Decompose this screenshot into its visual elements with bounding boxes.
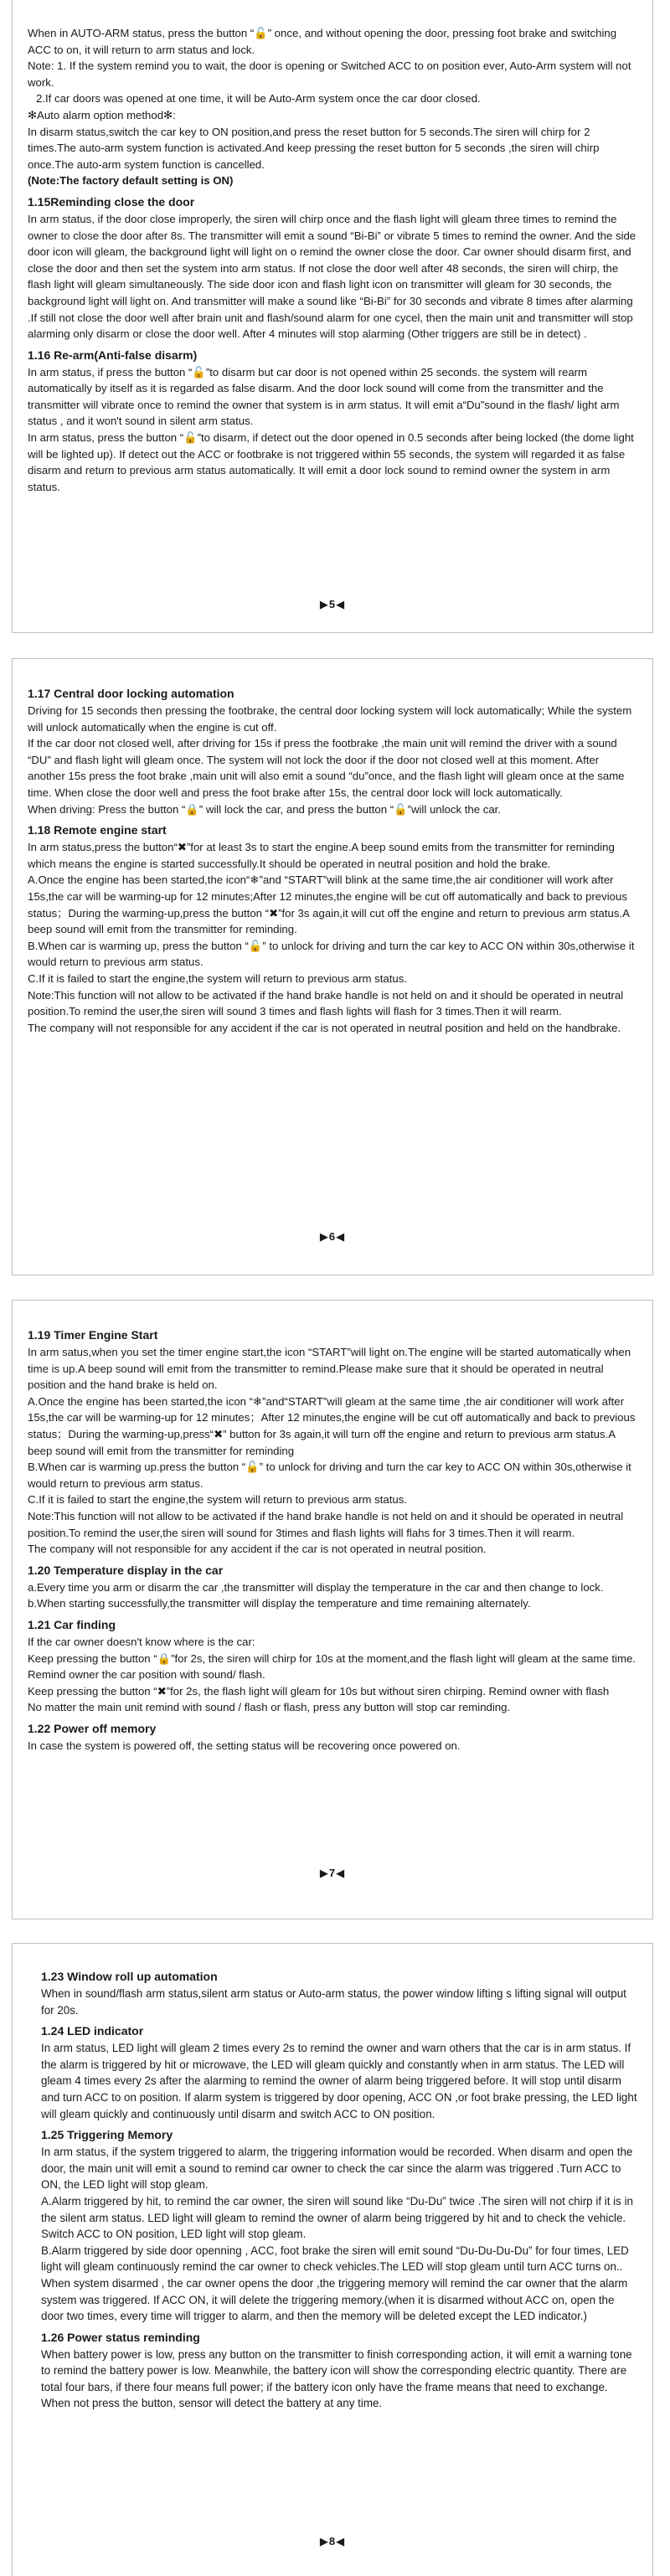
section-1-17-text-3: When driving: Press the button “🔒” will lock the car, and press the button “🔓”will unlock the car.	[28, 802, 501, 816]
section-1-18-text-1: In arm status,press the button“✖”for at least 3s to start the engine.A beep sound emits from the transmitter for reminding which means the engine is started successfully.It should be operated in neutral position and hold the brake.	[28, 841, 615, 870]
manual-page-8	[12, 1943, 653, 2576]
section-1-22-text: In case the system is powered off, the setting status will be recovering once powered on.	[28, 1739, 461, 1752]
section-1-18-company: The company will not responsible for any accident if the car is not operated in neutral position and held on the handbrake.	[28, 1021, 621, 1034]
auto-alarm-method-text: In disarm status,switch the car key to ON position,and press the reset button for 5 seconds.The siren will chirp for 2 times.The auto-arm system function is activated.And keep pressing the reset button for 5 seconds ,the siren will chirp once.The auto-arm system function is cancelled.	[28, 125, 600, 171]
section-1-18-text-a: A.Once the engine has been started,the icon“❄”and “START”will blink at the same time,the air conditioner will work after 15s,the car will be warming-up for 12 minutes;After 12 minutes,the engine will be cut off automatically and back to previous status；During the warming-up,press the button “✖”for 3s again,it will cut off the engine and return to previous arm status.A beep sound will emit from the transmitter for reminding.	[28, 873, 630, 936]
manual-page-6	[12, 658, 653, 1275]
section-1-21-title: 1.21 Car finding	[28, 1617, 116, 1631]
factory-default-note: (Note:The factory default setting is ON)	[28, 174, 234, 188]
page-content	[41, 1964, 637, 2412]
section-1-18-text-b: B.When car is warming up, press the button “🔓” to unlock for driving and turn the car key to ACC ON within 30s,otherwise it would return to previous arm status.	[28, 939, 635, 969]
page-content	[28, 681, 637, 1036]
section-1-26-title: 1.26 Power status reminding	[41, 2330, 200, 2344]
page-number: ▶8◀	[319, 2535, 346, 2548]
section-1-21-text-4: No matter the main unit remind with sound / flash or flash, press any button will stop car reminding.	[28, 1701, 511, 1714]
page-content	[28, 25, 637, 495]
section-1-20-a: a.Every time you arm or disarm the car ,the transmitter will display the temperature in the car and then change to lock.	[28, 1580, 604, 1594]
section-1-23-text: When in sound/flash arm status,silent arm status or Auto-arm status, the power window lifting s lifting signal will output for 20s.	[41, 1987, 626, 2017]
section-1-17-title: 1.17 Central door locking automation	[28, 687, 234, 700]
section-1-23-title: 1.23 Window roll up automation	[41, 1970, 218, 1983]
section-1-25-title: 1.25 Triggering Memory	[41, 2128, 173, 2142]
section-1-17-text-1: Driving for 15 seconds then pressing the footbrake, the central door locking system will lock automatically; While the system will unlock automatically when the engine is cut off.	[28, 704, 632, 734]
section-1-19-text-1: In arm satus,when you set the timer engine start,the icon “START”will light on.The engine will be started automatically when time is up.A beep sound will emit from the transmitter to remind.Please make sure that it should be operated in neutral position and the hand brake is held on.	[28, 1346, 631, 1392]
auto-arm-note-2: 2.If car doors was opened at one time, it will be Auto-Arm system once the car door closed.	[36, 92, 481, 106]
section-1-20-title: 1.20 Temperature display in the car	[28, 1563, 224, 1577]
auto-alarm-method-title: ✻Auto alarm option method✻:	[28, 108, 176, 121]
page-number: ▶6◀	[319, 1230, 346, 1243]
section-1-19-company: The company will not responsible for any accident if the car is not operated in neutral position.	[28, 1543, 487, 1556]
section-1-17-text-2: If the car door not closed well, after driving for 15s if press the footbrake ,the main unit will remind the driver with a sound “DU” and flash light will gleam once. The system will not lock the door if the door not closed well at this moment. After another 15s press the foot brake ,main unit will also emit a sound “du”once, and the flash light will gleam once at the same time. When close the door well and press the foot brake after 15s, the central door lock will lock automatically.	[28, 737, 625, 799]
section-1-15-title: 1.15Reminding close the door	[28, 194, 195, 209]
page-content	[28, 1322, 637, 1754]
section-1-16-title: 1.16 Re-arm(Anti-false disarm)	[28, 348, 198, 362]
section-1-21-text-3: Keep pressing the button “✖”for 2s, the flash light will gleam for 10s but without siren chirping. Remind owner with flash	[28, 1684, 610, 1698]
section-1-19-title: 1.19 Timer Engine Start	[28, 1328, 158, 1342]
section-1-24-title: 1.24 LED indicator	[41, 2024, 144, 2038]
section-1-19-text-a: A.Once the engine has been started,the icon “❄”and“START”will gleam at the same time ,the air conditioner will work after 15s,the car will be warming-up for 12 minutes；After 12 minutes,the engine will be cut off automatically and back to previous status；During the warming-up,press“✖” button for 3s again,it will turn off the engine and return to previous arm status.A beep sound will emit from the transmitter for reminding	[28, 1394, 636, 1457]
section-1-25-text-2: When system disarmed , the car owner opens the door ,the triggering memory will remind the car owner that the alarm system was triggered. If ACC ON, it will delete the triggering memory.(when it is disarmed without ACC on, open the door two times, every time will trigger to alarm, and then the memory will be deleted except the LED indicator.)	[41, 2276, 628, 2323]
section-1-21-text-1: If the car owner doesn't know where is the car:	[28, 1635, 255, 1648]
manual-page-5	[12, 0, 653, 633]
section-1-22-title: 1.22 Power off memory	[28, 1721, 157, 1735]
section-1-25-text-a: A.Alarm triggered by hit, to remind the car owner, the siren will sound like “Du-Du” twice .The siren will not chirp if it is in the silent arm status. LED light will gleam to remind the owner of alarm being triggered by hit and to check the vehicle. Switch ACC to ON position, LED light will stop gleam.	[41, 2194, 633, 2241]
manual-page-7	[12, 1300, 653, 1919]
section-1-20-b: b.When starting successfully,the transmitter will display the temperature and time remaining alternately.	[28, 1597, 531, 1610]
page-number: ▶5◀	[319, 598, 346, 611]
section-1-16-text-2: In arm status, press the button “🔓”to disarm, if detect out the door opened in 0.5 seconds after being locked (the dome light will be lighted up). If detect out the ACC or footbrake is not triggered within 55 seconds, the system will regarded it as false disarm and return to previous arm status automatically. It will emit a door lock sound to remind owner the system in arm status.	[28, 431, 634, 493]
section-1-25-text-b: B.Alarm triggered by side door openning , ACC, foot brake the siren will emit sound “Du-Du-Du-Du” for four times, LED light will gleam continuously remind the car owner to check vehicles.The LED will stop gleam until turn ACC turns on..	[41, 2244, 629, 2274]
section-1-18-note: Note:This function will not allow to be activated if the hand brake handle is not held on and it should be operated in neutral position.To remind the user,the siren will sound 3 times and flash lights will flash for 3 times.Then it will rearm.	[28, 988, 624, 1018]
section-1-26-text: When battery power is low, press any button on the transmitter to finish corresponding action, it will emit a warning tone to remind the battery power is low. Meanwhile, the battery icon will show the corresponding electric quantity. There are total four bars, if there four means full power; if the battery icon only have the frame means that need to exchange. When not press the button, sensor will detect the battery at any time.	[41, 2347, 632, 2410]
auto-arm-note-1: Note: 1. If the system remind you to wait, the door is opening or Switched ACC to on position ever, Auto-Arm system will not work.	[28, 59, 631, 89]
section-1-21-text-2: Keep pressing the button “🔒”for 2s, the siren will chirp for 10s at the moment,and the flash light will gleam at the same time. Remind owner the car position with sound/ flash.	[28, 1651, 636, 1682]
section-1-19-note: Note:This function will not allow to be activated if the hand brake handle is not held on and it should be operated in neutral position.To remind the user,the siren will sound for 3times and flash lights will flahs for 3 times.Then it will rearm.	[28, 1509, 624, 1539]
section-1-15-text: In arm status, if the door close improperly, the siren will chirp once and the flash light will gleam three times to remind the owner to close the door after 8s. The transmitter will emit a sound “Bi-Bi” or vibrate 5 times to remind the owner. And the side door icon will gleam, the background light will light on o remind the owner close the door. Car owner should disarm first, and close the door and then set the system into arm status. If not close the door well after 48 seconds, the siren will chirp, the flash light will gleam simultaneously. The side door icon and flash light icon on transmitter will gleam for 30 seconds, the background light will light on. And transmitter will make a sound like “Bi-Bi” for 30 seconds and vibrate 8 times after alarming .If still not close the door well after brain unit and flash/sound alarm for one cycel, then the main unit and transmitter will stop alarming only disarm or close the door well. After 4 minutes will stop alarming (Other triggers are still be in detect) .	[28, 212, 636, 341]
section-1-18-text-c: C.If it is failed to start the engine,the system will return to previous arm status.	[28, 971, 407, 985]
section-1-19-text-b: B.When car is warming up.press the button “🔓” to unlock for driving and turn the car key to ACC ON within 30s,otherwise it would return to previous arm status.	[28, 1461, 631, 1490]
section-1-18-title: 1.18 Remote engine start	[28, 823, 167, 837]
section-1-24-text: In arm status, LED light will gleam 2 times every 2s to remind the owner and warn others that the car is in arm status. If the alarm is triggered by hit or microwave, the LED will gleam quickly and constantly when in arm status. The LED will gleam 4 times every 2s after the alarming to remind the owner of alarm being triggered before. It will stop until disarm and turn ACC to on position. If alarm system is triggered by door opening, ACC ON ,or foot brake pressing, the LED light will gleam quickly and continuously until disarm and switch ACC to ON position.	[41, 2042, 637, 2120]
section-1-25-text-1: In arm status, if the system triggered to alarm, the triggering information would be recorded. When disarm and open the door, the main unit will emit a sound to remind car owner to check the car since the alarm was triggered .Turn ACC to ON, the LED light will stop gleam.	[41, 2146, 633, 2192]
section-1-19-text-c: C.If it is failed to start the engine,the system will return to previous arm status.	[28, 1493, 407, 1507]
section-1-16-text-1: In arm status, if press the button “🔓”to disarm but car door is not opened within 25 seconds. the system will rearm automatically by itself as it is regarded as false disarm. And the door lock sound will come from the transmitter and the transmitter will vibrate once to remind the owner that system is in arm status. It will emit a“Du”sound in the flash/ light arm status , and it won't sound in silent arm status.	[28, 365, 620, 428]
auto-arm-intro: When in AUTO-ARM status, press the button “🔓” once, and without opening the door, pressing foot brake and switching ACC to on, it will return to arm status and lock.	[28, 27, 617, 56]
page-number: ▶7◀	[319, 1867, 346, 1879]
